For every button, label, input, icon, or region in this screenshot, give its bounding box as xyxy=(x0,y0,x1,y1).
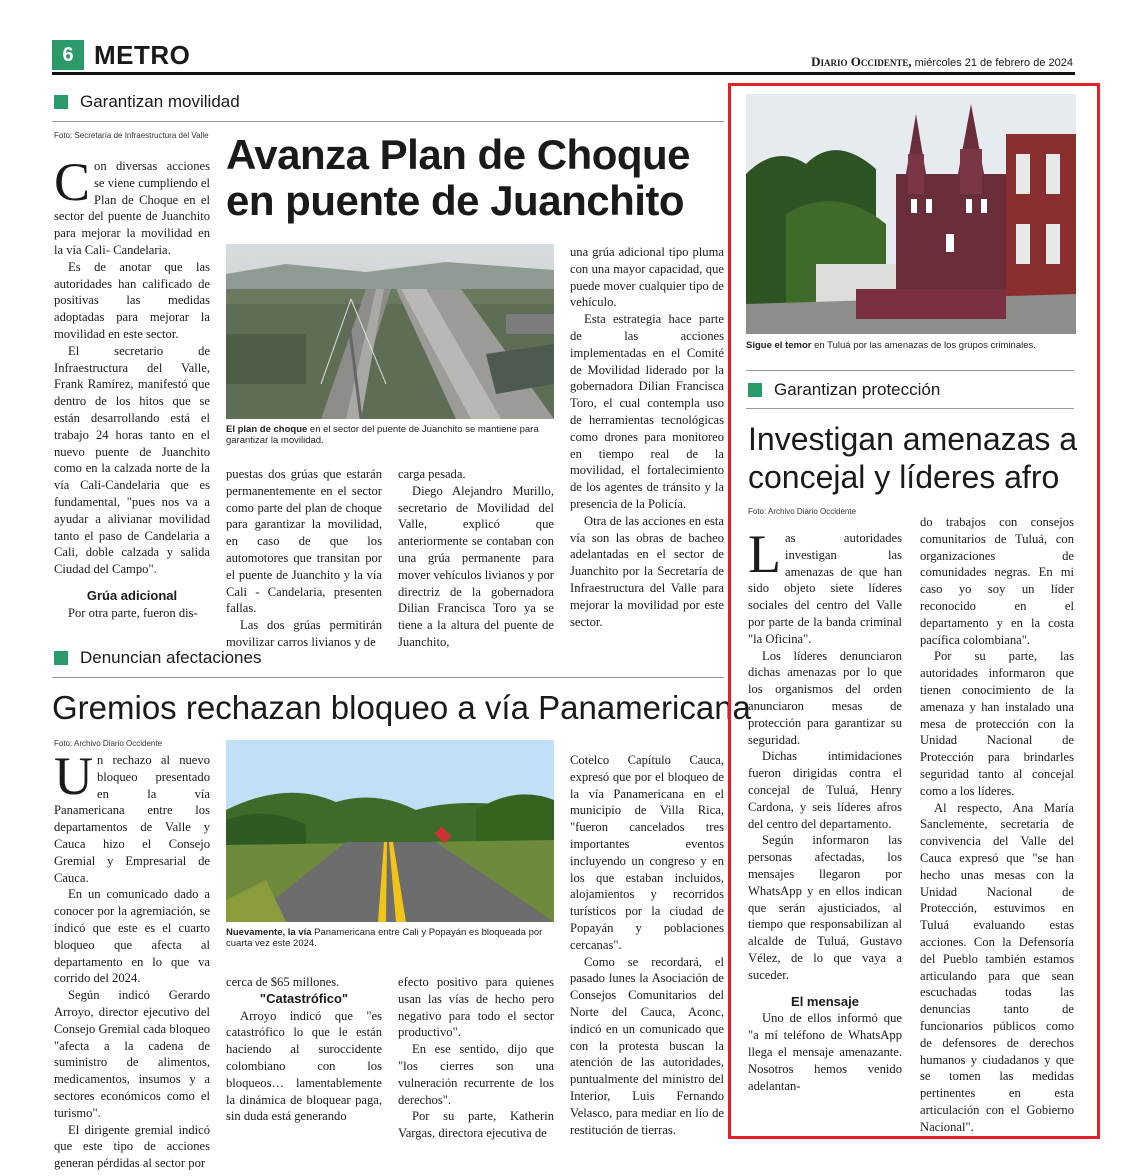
paragraph: Arroyo indicó que "es catastrófico lo que le están haciendo al suroccidente colombiano con los bloqueos… lamentablemente la dinámica de bloquear paga, sin duda está generando xyxy=(226,1008,382,1124)
article2-column-1 xyxy=(54,746,210,1172)
paragraph: Dichas intimidaciones fueron dirigidas contra el concejal de Tuluá, Henry Cardona, y seis líderes afros del centro del departamento. xyxy=(748,749,902,831)
article3-caption-rule xyxy=(746,370,1074,371)
paragraph: Al respecto, Ana María Sanclemente, secretaria de convivencia del Valle del Cauca expresó que "se han hecho unas mesas con la Unidad Nacional de Protección, estuvimos en Tuluá evaluando estas acciones. Con la Defensoría del Pueblo también estamos articulando para que sean escuchadas todas las denuncias tanto de funcionarios públicos como de defensores de derechos humanos y ciudadanos y que se tomen las medidas pertinentes en esta articulación con el Gobierno Nacional". xyxy=(920,800,1074,1134)
paragraph: Uno de ellos informó que "a mí teléfono de WhatsApp llega el mensaje amenazante. Nosotros hemos venido adelantan- xyxy=(748,1011,902,1093)
article2-section-label xyxy=(54,648,261,668)
article3-church-photo xyxy=(746,94,1076,334)
paragraph: Según indicó Gerardo Arroyo, director ejecutivo del Consejo Gremial cada bloqueo "afecta a la cadena de suministro de alimentos, medicamentos, insumos y a sectores económicos como el turismo". xyxy=(54,988,210,1120)
article2-photo-caption xyxy=(226,927,556,949)
article2-column-4 xyxy=(570,752,724,1138)
paragraph: En ese sentido, dijo que "los cierres son una vulneración recurrente de los derechos". xyxy=(398,1042,554,1107)
article1-column-4 xyxy=(570,244,724,630)
header-rule xyxy=(52,72,1075,75)
paragraph: Esta estrategia hace parte de las acciones implementadas en el Comité de Movilidad liderado por la gobernadora Dilian Francisca Toro, el cual contempla uso de herramientas tecnológicas como drones para monitoreo en tiempo real de la movilidad, el fortalecimiento de los agentes de tránsito y la presencia de la Policía. xyxy=(570,312,724,511)
article3-section-label xyxy=(748,380,940,400)
article2-label-rule xyxy=(52,677,724,678)
article3-headline: Investigan amenazas a concejal y líderes afro xyxy=(748,421,1078,495)
paragraph: Las dos grúas permitirán movilizar carros livianos y de xyxy=(226,618,382,649)
article1-label-rule xyxy=(52,121,724,122)
paragraph: Es de anotar que las autoridades han calificado de positivas las medidas adoptadas para mejorar la movilidad en este sector. xyxy=(54,259,210,341)
page-number-badge: 6 xyxy=(52,40,84,70)
label-square-icon xyxy=(54,651,68,665)
paragraph: do trabajos con consejos comunitarios de Tuluá, con organizaciones de comunidades negras. En mi caso yo soy un líder reconocido en el departamento y en la costa pacífica colombiana". xyxy=(920,515,1074,647)
subheading: "Catastrófico" xyxy=(259,990,349,1006)
paragraph: on diversas acciones se viene cumpliendo el Plan de Choque en el sector del puente de Juanchito para mejorar la movilidad en la vía Cali- Candelaria. xyxy=(54,159,210,257)
article1-dropcap: C xyxy=(54,152,91,212)
caption-text: en el sector del puente de Juanchito se mantiene para garantizar la movilidad. xyxy=(226,424,539,446)
paragraph: efecto positivo para quienes usan las vías de hecho pero negativo para todo el sector productivo". xyxy=(398,975,554,1040)
article1-photo-credit: Foto: Secretaría de Infraestructura del Valle xyxy=(54,131,209,140)
article2-label-text: Denuncian afectaciones xyxy=(80,648,262,667)
paragraph: una grúa adicional tipo pluma con una mayor capacidad, que puede mover cualquier tipo de vehículo. xyxy=(570,245,724,310)
paragraph: Por su parte, Katherin Vargas, directora ejecutiva de xyxy=(398,1109,554,1141)
paragraph: Cotelco Capítulo Cauca, expresó que por el bloqueo de la vía Panamericana en el municipio de Villa Rica, "fueron cancelados tres importantes eventos incluyendo un congreso y en los que estaban incluidos, alojamientos y recorridos turísticos por la ciudad de Popayán y poblaciones cercanas". xyxy=(570,753,724,952)
article3-dropcap: L xyxy=(748,524,781,584)
article3-photo-caption xyxy=(746,340,1076,351)
article3-label-rule xyxy=(746,408,1074,409)
caption-text: en Tuluá por las amenazas de los grupos criminales. xyxy=(811,340,1036,351)
article2-headline: Gremios rechazan bloqueo a vía Panamericana xyxy=(52,689,751,726)
paragraph: Otra de las acciones en esta vía son las obras de bacheo adelantadas en el sector de Juanchito por la Secretaría de Infraestructura del Valle para mejorar la movilidad por este sector. xyxy=(570,513,724,629)
paragraph: Como se recordará, el pasado lunes la Asociación de Consejos Comunitarios del Norte del Cauca, Aconc, indicó en un comunicado que con la protesta buscan la atención de las autoridades, puntualmente del ministro del Interior, Luis Fernando Velasco, para mediar en lío de restitución de tierras. xyxy=(570,954,724,1137)
article1-photo-caption xyxy=(226,424,556,446)
issue-date: miércoles 21 de febrero de 2024 xyxy=(914,57,1073,69)
article1-column-2 xyxy=(226,466,382,651)
article2-column-3 xyxy=(398,974,554,1142)
paper-name: Diario Occidente, xyxy=(811,54,912,69)
caption-bold: Nuevamente, la vía xyxy=(226,927,312,938)
paragraph: n rechazo al nuevo bloqueo presentado en la vía Panamericana entre los departamentos de Valle y Cauca hizo el Consejo Gremial y Empresarial de Cauca. xyxy=(54,753,210,885)
paragraph: El dirigente gremial indicó que este tipo de acciones generan pérdidas al sector por xyxy=(54,1122,210,1171)
article2-column-2 xyxy=(226,974,382,1125)
paragraph: Por su parte, las autoridades informaron que tienen conocimiento de la amenaza y han instalado una mesa de protección con la Unidad Nacional de Protección para brindarles seguridad tanto al concejal como a los líderes. xyxy=(920,649,1074,798)
article2-dropcap: U xyxy=(54,746,93,806)
paragraph: as autoridades investigan las amenazas de que han sido objeto siete líderes sociales del centro del Valle por parte de la banda criminal "la Oficina". xyxy=(748,531,902,646)
paragraph: cerca de $65 millones. xyxy=(226,975,340,989)
paragraph: Según informaron las personas afectadas, los mensajes llegaron por WhatsApp y en ellos indican que serán ajusticiados, al tiempo que responsabilizan al alcalde de Tuluá, Gustavo Vélez, de lo que vaya a suceder. xyxy=(748,833,902,982)
paragraph: Los líderes denunciaron dichas amenazas por lo que los organismos del orden anunciaron mesas de protección para garantizar su seguridad. xyxy=(748,648,902,747)
caption-text: Panamericana entre Cali y Popayán es bloqueada por cuarta vez este 2024. xyxy=(226,927,543,949)
section-title: METRO xyxy=(94,40,191,70)
article1-headline: Avanza Plan de Choque en puente de Juanchito xyxy=(226,131,691,224)
article3-column-1 xyxy=(748,524,902,1094)
masthead-info xyxy=(811,54,1073,70)
article3-photo-credit: Foto: Archivo Diario Occidente xyxy=(748,507,857,516)
article1-bridge-photo xyxy=(226,244,554,419)
article2-photo-credit: Foto: Archivo Diario Occidente xyxy=(54,739,163,748)
subheading: El mensaje xyxy=(791,993,859,1009)
caption-bold: Sigue el temor xyxy=(746,340,812,351)
label-square-icon xyxy=(54,95,68,109)
article1-column-1 xyxy=(54,152,210,622)
article3-label-text: Garantizan protección xyxy=(774,380,941,399)
paragraph: carga pesada. xyxy=(398,467,466,481)
article1-section-label xyxy=(54,92,240,112)
paragraph: En un comunicado dado a conocer por la agremiación, se indicó que este es el cuarto bloqueo que afecta al departamento en lo que va corrido del 2024. xyxy=(54,887,210,986)
caption-bold: El plan de choque xyxy=(226,424,308,435)
article2-road-photo xyxy=(226,740,554,922)
article3-column-2 xyxy=(920,514,1074,1135)
paragraph: Diego Alejandro Murillo, secretario de Movilidad del Valle, explicó que anteriormente se contaban con una grúa permanente para mover vehículos livianos y por directriz de la gobernadora Dilian Francisca Toro ya se tiene a la altura del puente de Juanchito, xyxy=(398,483,554,649)
paragraph: Por otra parte, fueron dis- xyxy=(68,605,198,620)
label-square-icon xyxy=(748,383,762,397)
paragraph: El secretario de Infraestructura del Valle, Frank Ramírez, manifestó que dentro de los hitos que se están desarrollando está el trabajo 24 horas tanto en el nuevo puente de Juanchito como en la calzada norte de la vía Cali-Candelaria que es fundamental, "pues nos va a ayudar a alivianar movilidad tanto el paso de Candelaria a Cali, doble calzada y salida Ciudad del Campo". xyxy=(54,343,210,577)
subheading: Grúa adicional xyxy=(86,587,178,603)
article1-column-3 xyxy=(398,466,554,651)
article1-label-text: Garantizan movilidad xyxy=(80,92,240,111)
paragraph: puestas dos grúas que estarán permanentemente en el sector como parte del plan de choque para garantizar la movilidad, en caso de que los automotores que transitan por el puente de Juanchito y la vía Cali - Candelaria, presenten fallas. xyxy=(226,467,382,616)
